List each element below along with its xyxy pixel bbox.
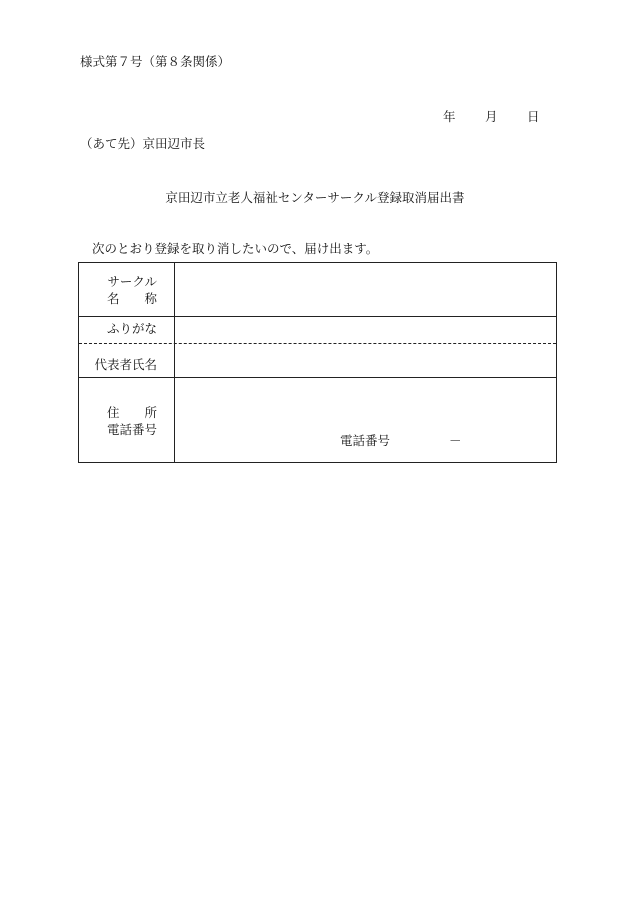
registration-form-table <box>78 262 557 463</box>
circle-name-label-line2: 名 称 <box>106 291 157 306</box>
phone-number-label: 電話番号 <box>106 422 157 437</box>
document-title: 京田辺市立老人福祉センターサークル登録取消届出書 <box>165 190 465 205</box>
form-number: 様式第７号（第８条関係） <box>80 54 231 69</box>
phone-separator: － <box>449 433 462 448</box>
intro-text: 次のとおり登録を取り消したいので、届け出ます。 <box>92 241 379 256</box>
address-label: 住 所 <box>106 405 157 420</box>
representative-name-field[interactable] <box>175 344 557 377</box>
circle-name-label: サークル <box>107 274 157 289</box>
date-year-label: 年 <box>443 109 456 124</box>
phone-label: 電話番号 <box>340 433 391 448</box>
address-field[interactable] <box>175 378 557 428</box>
date-month-label: 月 <box>485 109 498 124</box>
date-day-label: 日 <box>527 109 540 124</box>
furigana-field[interactable] <box>175 317 557 343</box>
furigana-label: ふりがな <box>106 321 157 336</box>
representative-name-label: 代表者氏名 <box>94 357 157 372</box>
addressee: （あて先）京田辺市長 <box>80 136 206 151</box>
circle-name-field[interactable] <box>175 263 557 316</box>
